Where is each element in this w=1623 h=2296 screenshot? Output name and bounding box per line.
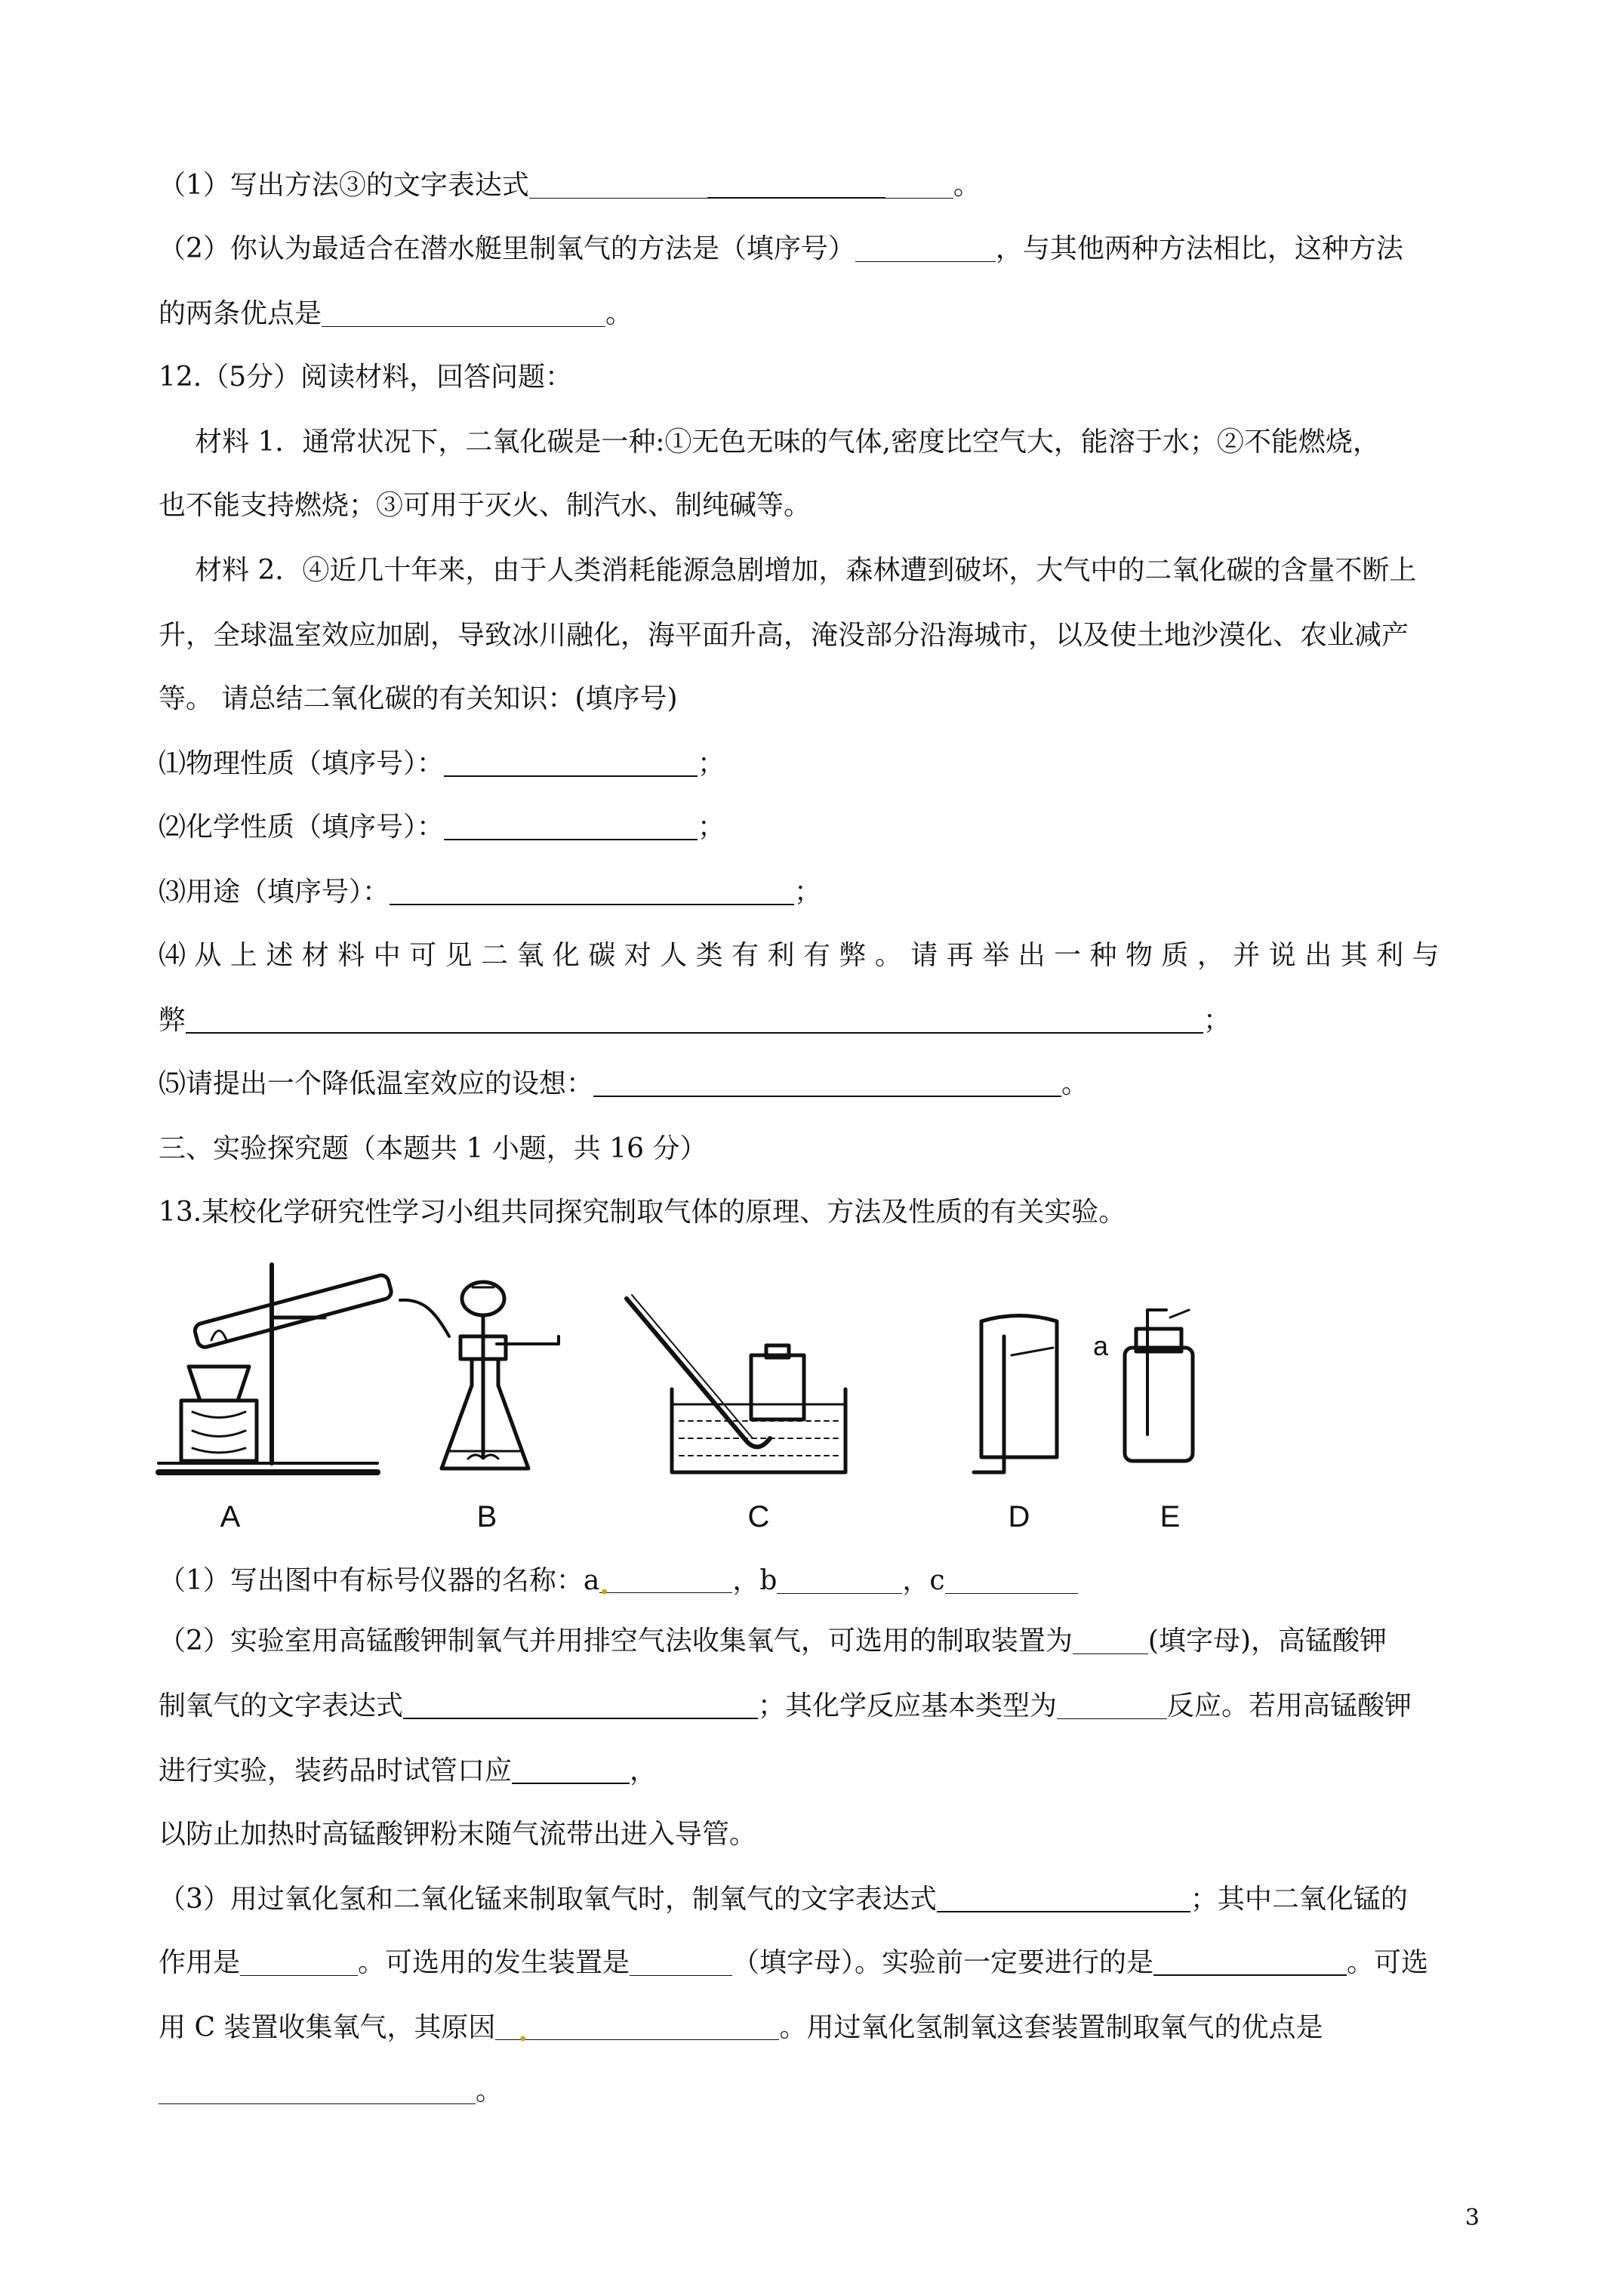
answer-blank[interactable] [240,1949,358,1976]
q12-material2-line2: 升，全球温室效应加剧，导致冰川融化，海平面升高，淹没部分沿海城市，以及使土地沙漠化、农业减产 [159,620,1409,651]
q13-sub2-line4: 以防止加热时高锰酸钾粉末随气流带出进入导管。 [159,1819,757,1850]
apparatus-d-gas-bottle [974,1316,1057,1473]
q12-part1: ⑴物理性质（填序号）： ； [159,748,725,779]
answer-blank[interactable] [512,1757,630,1784]
q13-sub2-line2: 制氧气的文字表达式 ；其化学反应基本类型为 反应。若用高锰酸钾 [159,1690,1412,1721]
answer-blank[interactable] [630,1949,732,1976]
q12-material2-line1: 材料 2．④近几十年来，由于人类消耗能源急剧增加，森林遭到破坏，大气中的二氧化碳的含量不断上 [195,555,1417,586]
answer-blank[interactable] [444,813,698,840]
answer-blank[interactable] [777,1567,902,1594]
answer-blank[interactable] [390,878,794,905]
apparatus-a-heating-setup [159,1265,449,1472]
q13-sub2-line3: 进行实验，装药品时试管口应 ， [159,1755,658,1786]
q12-part4-line2: 弊 ； [159,1005,1231,1036]
q11-sub1: （1）写出方法③的文字表达式 。 [159,170,981,201]
answer-blank[interactable] [1153,1949,1347,1976]
q11-sub2-line1: （2）你认为最适合在潜水艇里制氧气的方法是（填序号） ，与其他两种方法相比，这种方法 [159,233,1403,264]
q13-sub3-line3: 用 C 装置收集氧气，其原因 . 。用过氧化氢制氧这套装置制取氧气的优点是 [159,2012,1323,2048]
figure-marker-a: a [1093,1330,1109,1361]
section3-heading: 三、实验探究题（本题共 1 小题，共 16 分） [159,1133,707,1164]
answer-blank[interactable] [885,172,953,199]
figure-label-c: C [747,1500,770,1533]
q13-sub3-line2: 作用是 。可选用的发生装置是 （填字母）。实验前一定要进行的是 。可选 [159,1947,1429,1978]
q13-heading: 13.某校化学研究性学习小组共同探究制取气体的原理、方法及性质的有关实验。 [159,1197,1126,1228]
answer-blank[interactable] [403,1692,758,1719]
answer-blank[interactable] [937,1885,1190,1912]
answer-blank[interactable] [945,1567,1078,1594]
answer-blank[interactable] [322,300,605,327]
answer-blank[interactable] [593,1070,1061,1097]
answer-blank[interactable] [707,171,885,199]
q13-sub1: （1）写出图中有标号仪器的名称：a. ，b ，c [159,1563,1487,1599]
q13-sub3-line1: （3）用过氧化氢和二氧化锰来制取氧气时，制氧气的文字表达式 ；其中二氧化锰的 [159,1884,1408,1915]
q12-part3: ⑶用途（填序号）： ； [159,877,822,908]
q12-part4-line1: ⑷ 从 上 述 材 料 中 可 见 二 氧 化 碳 对 人 类 有 利 有 弊 。 请 再 举 出 一 种 物 质 ， 并 说 出 其 利 与 [159,940,1440,971]
figure-label-a: A [220,1500,241,1533]
answer-blank[interactable] [186,1006,1203,1034]
q12-heading: 12.（5分）阅读材料，回答问题： [159,362,573,393]
q13-sub3-line4: 。 [159,2073,1487,2110]
q12-part2: ⑵化学性质（填序号）： ； [159,812,725,843]
q12-material1-line2: 也不能支持燃烧；③可用于灭火、制汽水、制纯碱等。 [159,490,812,521]
apparatus-figure [151,1253,1253,1540]
answer-blank[interactable] [444,750,698,777]
q12-material2-line3: 等。 请总结二氧化碳的有关知识：(填序号) [159,683,678,714]
answer-blank[interactable] [529,172,707,199]
figure-label-d: D [1008,1500,1030,1533]
apparatus-c-water-trough [627,1295,845,1472]
answer-blank[interactable]: . [495,2014,779,2040]
apparatus-b-conical-flask [442,1282,559,1469]
q12-part5: ⑸请提出一个降低温室效应的设想： 。 [159,1068,1089,1099]
apparatus-e-gas-bottle [1125,1310,1193,1461]
answer-blank[interactable] [159,2078,476,2104]
q11-sub2-line2: 的两条优点是 。 [159,298,633,329]
answer-blank[interactable]: . [599,1567,732,1593]
page-number: 3 [1464,2205,1480,2231]
figure-label-b: B [476,1500,497,1533]
answer-blank[interactable] [855,236,996,262]
q12-material1-line1: 材料 1．通常状况下，二氧化碳是一种:①无色无味的气体,密度比空气大，能溶于水；②不能燃烧， [195,427,1380,458]
figure-label-e: E [1160,1500,1181,1533]
answer-blank[interactable] [1057,1693,1167,1719]
q13-sub2-line1: （2）实验室用高锰酸钾制氧气并用排空气法收集氧气，可选用的制取装置为 (填字母)，高锰酸钾 [159,1626,1387,1657]
answer-blank[interactable] [1073,1628,1148,1654]
